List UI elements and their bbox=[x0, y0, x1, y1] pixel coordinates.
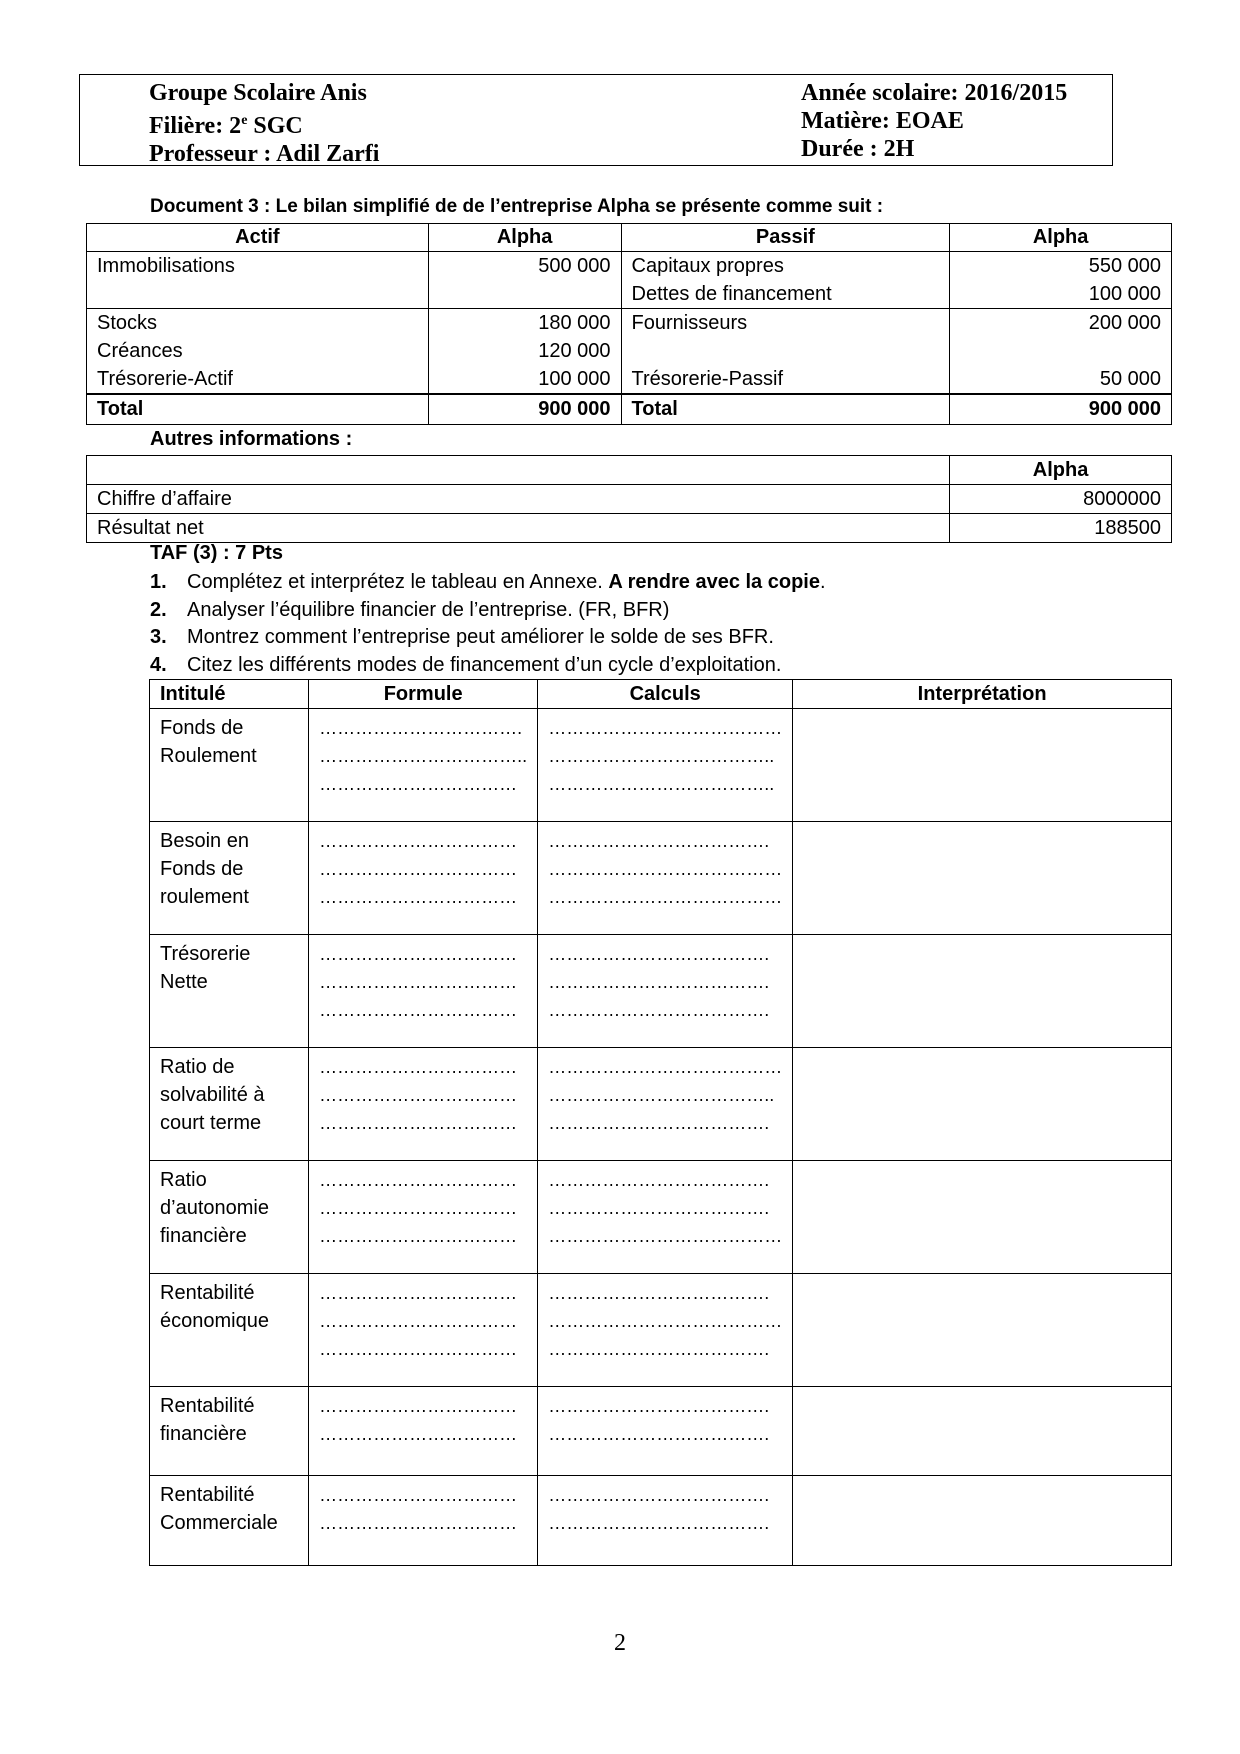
capitaux-propres-value: 550 000 bbox=[1088, 255, 1161, 277]
annexe-formule-cell[interactable] bbox=[309, 1274, 538, 1387]
question-item bbox=[150, 624, 826, 652]
annexe-formule-cell[interactable] bbox=[309, 822, 538, 935]
dettes-financement-label: Dettes de financement bbox=[631, 283, 832, 305]
dotted-line: …………………………… bbox=[319, 859, 518, 879]
dotted-line: …………………………….. bbox=[319, 746, 528, 766]
dotted-line: ………………………………. bbox=[548, 1000, 770, 1020]
dotted-line: ………………………………. bbox=[548, 1396, 770, 1416]
question-item bbox=[150, 597, 826, 625]
dotted-line: …………………………… bbox=[319, 1424, 518, 1444]
annexe-row bbox=[150, 1274, 1172, 1387]
annexe-row bbox=[150, 1048, 1172, 1161]
creances-label: Créances bbox=[97, 340, 183, 362]
actif-group-2-values bbox=[428, 309, 621, 395]
autres-header-alpha: Alpha bbox=[950, 456, 1172, 485]
annexe-row bbox=[150, 935, 1172, 1048]
dotted-line: ………………………………. bbox=[548, 1198, 770, 1218]
passif-group-2 bbox=[621, 309, 950, 395]
annexe-interpretation-cell[interactable] bbox=[793, 1048, 1172, 1161]
dotted-line: ………………………………. bbox=[548, 1513, 770, 1533]
question-number: 2. bbox=[150, 598, 167, 621]
annexe-intitule: Ratio de solvabilité à court terme bbox=[150, 1048, 309, 1161]
chiffre-affaire-label: Chiffre d’affaire bbox=[87, 485, 950, 514]
resultat-net-label: Résultat net bbox=[87, 514, 950, 543]
annexe-intitule: Trésorerie Nette bbox=[150, 935, 309, 1048]
annexe-row bbox=[150, 709, 1172, 822]
dotted-line: ………………………………… bbox=[548, 1057, 783, 1077]
dotted-line: …………………………… bbox=[319, 1339, 518, 1359]
dotted-line: …………………………… bbox=[319, 1226, 518, 1246]
dotted-line: …………………………… bbox=[319, 1311, 518, 1331]
total-actif-label: Total bbox=[87, 394, 429, 424]
passif-group-1 bbox=[621, 252, 950, 309]
dotted-line: ………………………………. bbox=[548, 1283, 770, 1303]
annexe-header-intitule: Intitulé bbox=[150, 680, 309, 709]
annexe-intitule: Rentabilité financière bbox=[150, 1387, 309, 1476]
taf-title: TAF (3) : 7 Pts bbox=[150, 542, 283, 564]
dotted-line: …………………………… bbox=[319, 1198, 518, 1218]
tresorerie-passif-label: Trésorerie-Passif bbox=[631, 368, 784, 390]
autres-header-row bbox=[87, 456, 1172, 485]
dotted-line: ……………………………….. bbox=[548, 1085, 775, 1105]
annexe-intitule: Fonds de Roulement bbox=[150, 709, 309, 822]
annexe-calculs-cell[interactable] bbox=[538, 709, 793, 822]
question-number: 3. bbox=[150, 626, 167, 648]
header-right bbox=[801, 79, 1067, 163]
stocks-value: 180 000 bbox=[538, 312, 611, 334]
header-left bbox=[149, 79, 379, 168]
creances-value: 120 000 bbox=[538, 340, 611, 362]
tresorerie-passif-value: 50 000 bbox=[1099, 368, 1161, 390]
annexe-formule-cell[interactable] bbox=[309, 1387, 538, 1476]
dotted-line: ………………………………… bbox=[548, 1311, 783, 1331]
annexe-calculs-cell[interactable] bbox=[538, 1274, 793, 1387]
bilan-header-actif: Actif bbox=[87, 224, 429, 252]
question-text: Complétez et interprétez le tableau en Annexe. bbox=[187, 571, 609, 593]
annexe-formule-cell[interactable] bbox=[309, 1476, 538, 1566]
dotted-line: …………………………… bbox=[319, 1485, 518, 1505]
bilan-row-circulant bbox=[87, 309, 1172, 395]
annexe-formule-cell[interactable] bbox=[309, 1048, 538, 1161]
dotted-line: ……………………………. bbox=[319, 718, 523, 738]
question-tail: . bbox=[819, 571, 826, 593]
annexe-interpretation-cell[interactable] bbox=[793, 709, 1172, 822]
blank-line bbox=[632, 337, 940, 365]
question-bold: A rendre avec la copie bbox=[608, 571, 820, 593]
annexe-body bbox=[150, 709, 1172, 1566]
dotted-line: …………………………… bbox=[319, 944, 518, 964]
dotted-line: ………………………………. bbox=[548, 944, 770, 964]
question-text: Analyser l’équilibre financier de l’entreprise. (FR, BFR) bbox=[187, 598, 670, 621]
bilan-row-immobilisations bbox=[87, 252, 1172, 309]
annexe-row bbox=[150, 1476, 1172, 1566]
filiere bbox=[149, 107, 379, 140]
dotted-line: …………………………… bbox=[319, 831, 518, 851]
question-number: 4. bbox=[150, 653, 167, 676]
dotted-line: …………………………… bbox=[319, 1085, 518, 1105]
annexe-row bbox=[150, 822, 1172, 935]
question-text: Citez les différents modes de financement d’un cycle d’exploitation. bbox=[187, 653, 782, 676]
dettes-financement-value: 100 000 bbox=[1088, 283, 1161, 305]
stocks-label: Stocks bbox=[97, 312, 158, 334]
dotted-line: ………………………………. bbox=[548, 1424, 770, 1444]
dotted-line: …………………………… bbox=[319, 1396, 518, 1416]
annexe-interpretation-cell[interactable] bbox=[793, 1161, 1172, 1274]
autres-header-blank bbox=[87, 456, 950, 485]
document-title: Document 3 : Le bilan simplifié de de l’entreprise Alpha se présente comme suit : bbox=[150, 196, 884, 217]
filiere-suffix: SGC bbox=[247, 113, 303, 139]
total-actif-value: 900 000 bbox=[428, 394, 621, 424]
annexe-header-row bbox=[150, 680, 1172, 709]
bilan-table bbox=[86, 223, 1172, 425]
immobilisations-value: 500 000 bbox=[538, 255, 611, 277]
dotted-line: ……………………………….. bbox=[548, 774, 775, 794]
annexe-calculs-cell[interactable] bbox=[538, 1387, 793, 1476]
dotted-line: ………………………………… bbox=[548, 887, 783, 907]
question-item bbox=[150, 652, 826, 680]
autres-table bbox=[86, 455, 1172, 543]
bilan-header-alpha-actif: Alpha bbox=[428, 224, 621, 252]
dotted-line: ……………………………….. bbox=[548, 746, 775, 766]
tresorerie-actif-label: Trésorerie-Actif bbox=[97, 368, 233, 390]
actif-group-1 bbox=[87, 252, 429, 309]
annexe-row bbox=[150, 1161, 1172, 1274]
dotted-line: ………………………………. bbox=[548, 1170, 770, 1190]
dotted-line: ………………………………… bbox=[548, 859, 783, 879]
bilan-header-passif: Passif bbox=[621, 224, 950, 252]
dotted-line: ………………………………… bbox=[548, 1226, 783, 1246]
matiere: Matière: EOAE bbox=[801, 108, 964, 134]
autres-row bbox=[87, 485, 1172, 514]
autres-row bbox=[87, 514, 1172, 543]
annexe-header-calculs: Calculs bbox=[538, 680, 793, 709]
bilan-header-row bbox=[87, 224, 1172, 252]
annexe-formule-cell[interactable] bbox=[309, 709, 538, 822]
annexe-intitule: Ratio d’autonomie financière bbox=[150, 1161, 309, 1274]
dotted-line: …………………………… bbox=[319, 1057, 518, 1077]
question-item bbox=[150, 569, 826, 597]
dotted-line: …………………………… bbox=[319, 1170, 518, 1190]
dotted-line: …………………………… bbox=[319, 1113, 518, 1133]
annexe-interpretation-cell[interactable] bbox=[793, 1476, 1172, 1566]
page-number: 2 bbox=[614, 1630, 626, 1656]
immobilisations-label: Immobilisations bbox=[97, 255, 235, 277]
chiffre-affaire-value: 8000000 bbox=[950, 485, 1172, 514]
header-box bbox=[79, 74, 1113, 166]
annexe-table bbox=[149, 679, 1172, 1566]
annexe-formule-cell[interactable] bbox=[309, 935, 538, 1048]
total-passif-label: Total bbox=[621, 394, 950, 424]
passif-group-2-values bbox=[950, 309, 1172, 395]
dotted-line: ………………………………. bbox=[548, 1113, 770, 1133]
actif-group-1-values bbox=[428, 252, 621, 309]
bilan-header-alpha-passif: Alpha bbox=[950, 224, 1172, 252]
autres-informations-title: Autres informations : bbox=[150, 428, 353, 450]
school-name: Groupe Scolaire Anis bbox=[149, 80, 367, 106]
filiere-sup: e bbox=[241, 113, 248, 128]
annexe-intitule: Rentabilité Commerciale bbox=[150, 1476, 309, 1566]
dotted-line: …………………………… bbox=[319, 972, 518, 992]
dotted-line: ………………………………. bbox=[548, 831, 770, 851]
dotted-line: …………………………… bbox=[319, 887, 518, 907]
capitaux-propres-label: Capitaux propres bbox=[631, 255, 784, 277]
dotted-line: ………………………………… bbox=[548, 718, 783, 738]
annexe-header-formule: Formule bbox=[309, 680, 538, 709]
filiere-prefix: Filière: 2 bbox=[149, 113, 242, 139]
annexe-intitule: Rentabilité économique bbox=[150, 1274, 309, 1387]
dotted-line: …………………………… bbox=[319, 1513, 518, 1533]
question-number: 1. bbox=[150, 571, 167, 593]
dotted-line: …………………………… bbox=[319, 1283, 518, 1303]
actif-group-2 bbox=[87, 309, 429, 395]
bilan-total-row bbox=[87, 394, 1172, 424]
annexe-interpretation-cell[interactable] bbox=[793, 935, 1172, 1048]
annexe-calculs-cell[interactable] bbox=[538, 822, 793, 935]
annexe-calculs-cell[interactable] bbox=[538, 1476, 793, 1566]
dotted-line: …………………………… bbox=[319, 774, 518, 794]
annexe-interpretation-cell[interactable] bbox=[793, 1387, 1172, 1476]
resultat-net-value: 188500 bbox=[950, 514, 1172, 543]
dotted-line: ………………………………. bbox=[548, 1485, 770, 1505]
question-text: Montrez comment l’entreprise peut améliorer le solde de ses BFR. bbox=[187, 626, 774, 648]
annexe-interpretation-cell[interactable] bbox=[793, 1274, 1172, 1387]
dotted-line: ………………………………. bbox=[548, 1339, 770, 1359]
annexe-calculs-cell[interactable] bbox=[538, 1161, 793, 1274]
professeur: Professeur : Adil Zarfi bbox=[149, 141, 380, 167]
fournisseurs-label: Fournisseurs bbox=[631, 312, 748, 334]
annexe-interpretation-cell[interactable] bbox=[793, 822, 1172, 935]
annexe-calculs-cell[interactable] bbox=[538, 935, 793, 1048]
fournisseurs-value: 200 000 bbox=[1088, 312, 1161, 334]
annexe-formule-cell[interactable] bbox=[309, 1161, 538, 1274]
total-passif-value: 900 000 bbox=[950, 394, 1172, 424]
passif-group-1-values bbox=[950, 252, 1172, 309]
tresorerie-actif-value: 100 000 bbox=[538, 368, 611, 390]
duree: Durée : 2H bbox=[801, 136, 915, 162]
annexe-calculs-cell[interactable] bbox=[538, 1048, 793, 1161]
annexe-header-interpretation: Interprétation bbox=[793, 680, 1172, 709]
questions-list bbox=[150, 569, 826, 679]
dotted-line: ………………………………. bbox=[548, 972, 770, 992]
annee-scolaire: Année scolaire: 2016/2015 bbox=[801, 80, 1068, 106]
annexe-intitule: Besoin en Fonds de roulement bbox=[150, 822, 309, 935]
dotted-line: …………………………… bbox=[319, 1000, 518, 1020]
blank-line bbox=[960, 337, 1161, 365]
annexe-row bbox=[150, 1387, 1172, 1476]
